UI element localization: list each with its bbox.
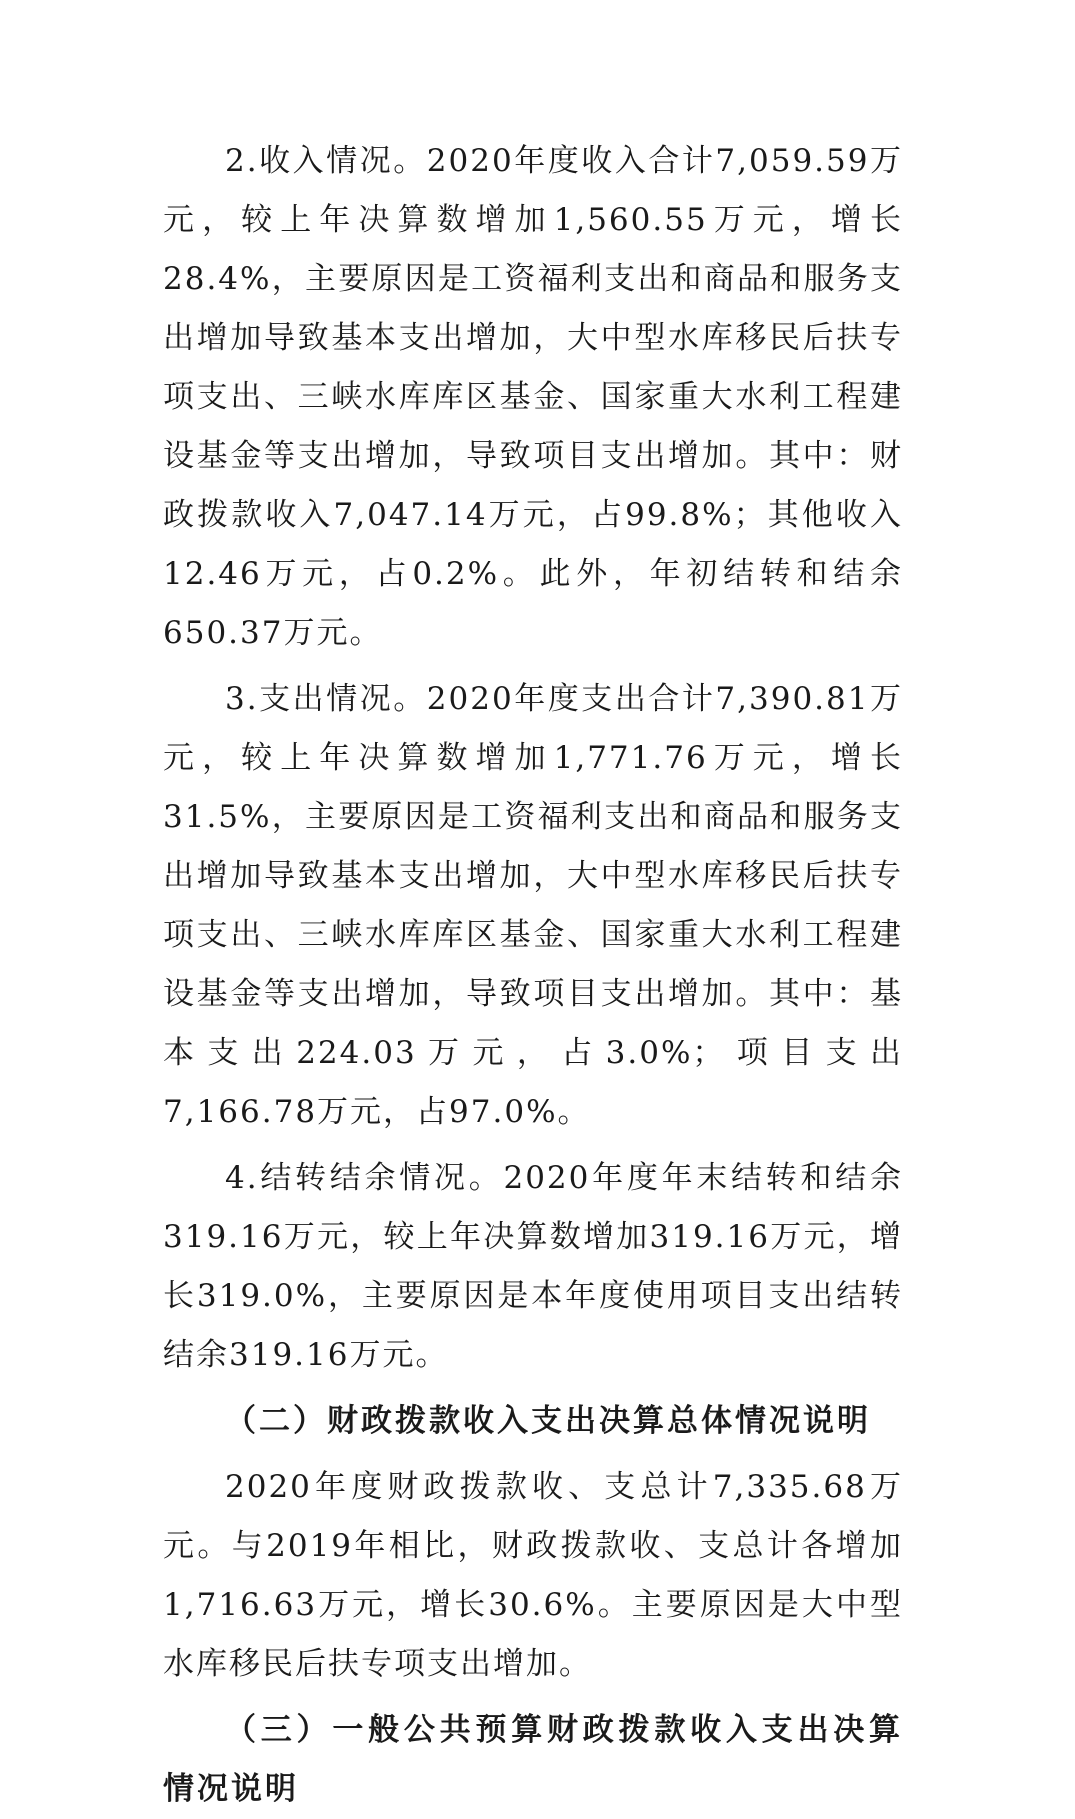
paragraph-expenditure: 3.支出情况。2020年度支出合计7,390.81万元，较上年决算数增加1,771.76万元，增长31.5%，主要原因是工资福利支出和商品和服务支出增加导致基本支出增加，大中型水库移民后扶专项支出、三峡水库库区基金、国家重大水利工程建设基金等支出增加，导致项目支出增加。其中：基本支出224.03万元，占3.0%；项目支出7,166.78万元，占97.0%。 <box>163 681 903 1130</box>
section-heading-general-budget: （三）一般公共预算财政拨款收入支出决算情况说明 <box>163 1712 903 1807</box>
paragraph-spacer <box>163 1451 903 1458</box>
section-heading-fiscal-appropriation: （二）财政拨款收入支出决算总体情况说明 <box>225 1403 871 1439</box>
document-body <box>163 132 903 1819</box>
paragraph-spacer <box>163 1385 903 1392</box>
paragraph-fiscal-appropriation: 2020年度财政拨款收、支总计7,335.68万元。与2019年相比，财政拨款收、支总计各增加1,716.63万元，增长30.6%。主要原因是大中型水库移民后扶专项支出增加。 <box>163 1469 903 1682</box>
paragraph-spacer <box>163 663 903 670</box>
paragraph-carryover: 4.结转结余情况。2020年度年末结转和结余319.16万元，较上年决算数增加319.16万元，增长319.0%，主要原因是本年度使用项目支出结转结余319.16万元。 <box>163 1160 903 1373</box>
paragraph-income: 2.收入情况。2020年度收入合计7,059.59万元，较上年决算数增加1,560.55万元，增长28.4%，主要原因是工资福利支出和商品和服务支出增加导致基本支出增加，大中型水库移民后扶专项支出、三峡水库库区基金、国家重大水利工程建设基金等支出增加，导致项目支出增加。其中：财政拨款收入7,047.14万元，占99.8%；其他收入12.46万元，占0.2%。此外，年初结转和结余650.37万元。 <box>163 143 903 651</box>
paragraph-spacer <box>163 1142 903 1149</box>
paragraph-spacer <box>163 1694 903 1701</box>
